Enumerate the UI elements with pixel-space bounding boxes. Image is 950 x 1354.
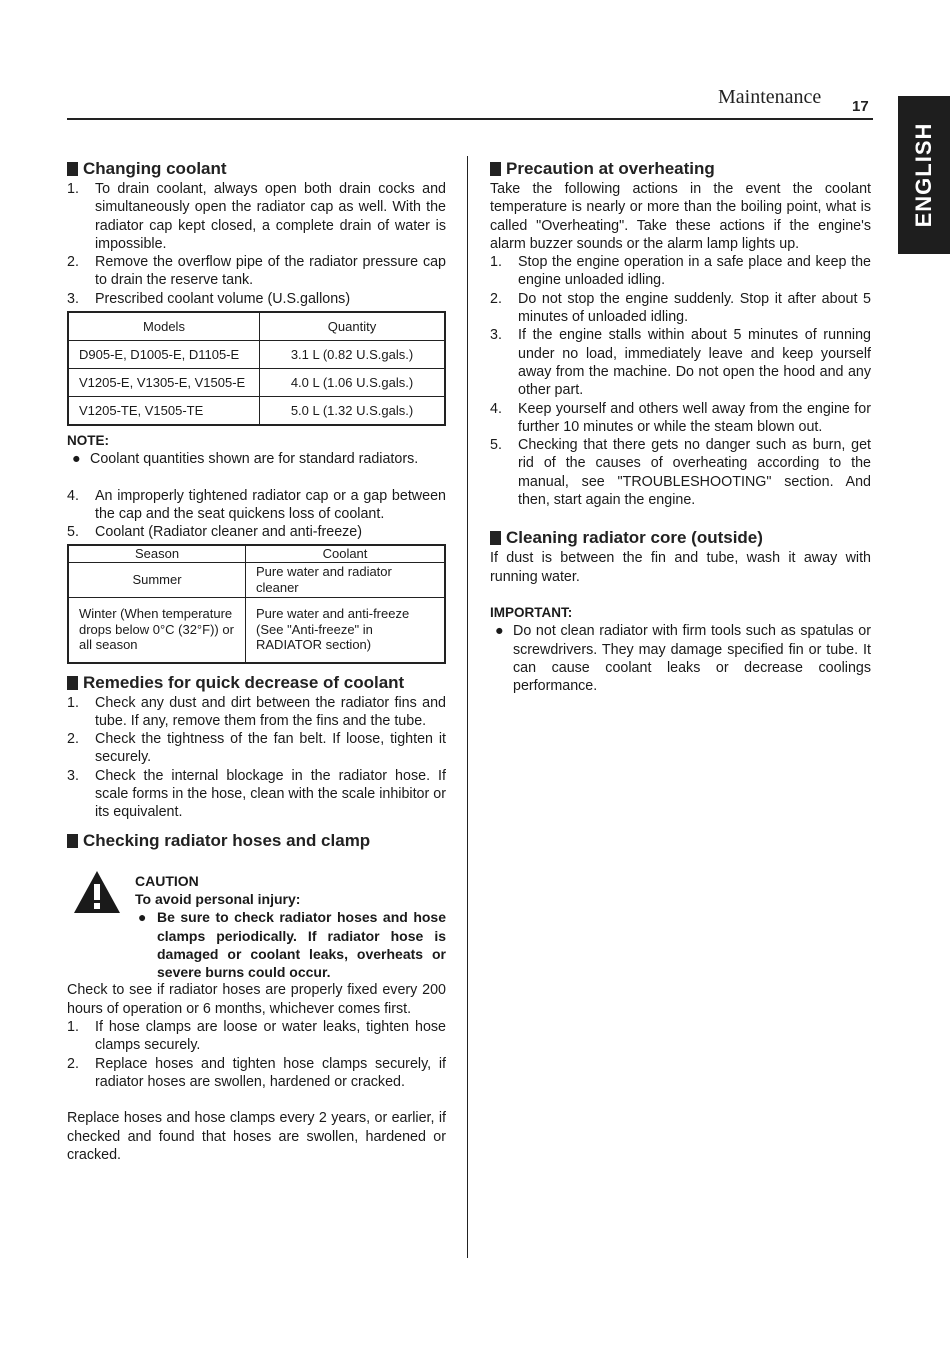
hoses-intro: Check to see if radiator hoses are properly fixed every 200 hours of operation or 6 months, whichever comes first.	[67, 982, 446, 1017]
table-cell: V1205-TE, V1505-TE	[68, 397, 260, 426]
table-cell: Summer	[68, 562, 246, 597]
list-item: 2. Do not stop the engine suddenly. Stop it after about 5 minutes of unloaded idling.	[490, 290, 871, 326]
table-cell: 5.0 L (1.32 U.S.gals.)	[260, 397, 446, 426]
list-item: 1. If hose clamps are loose or water leaks, tighten hose clamps securely.	[67, 1019, 446, 1054]
note-bullet: ● Coolant quantities shown are for standard radiators.	[72, 451, 419, 468]
page-number: 17	[852, 98, 869, 115]
table-header-season: Season	[68, 545, 246, 563]
caution-bullet: ● Be sure to check radiator hoses and hose clamps periodically. If radiator hose is damaged or coolant leaks, overheats or severe burns could occur.	[138, 909, 446, 981]
table-cell: D905-E, D1005-E, D1105-E	[68, 341, 260, 369]
remedies-steps	[67, 694, 446, 822]
overheating-steps	[490, 253, 871, 509]
left-column	[67, 158, 446, 1164]
table-row	[68, 597, 445, 663]
table-row	[68, 369, 445, 397]
section-marker-icon	[490, 531, 501, 545]
coolant-volume-table	[67, 311, 446, 426]
important-label: IMPORTANT:	[490, 604, 573, 620]
list-item: 4. Keep yourself and others well away from the engine for further 10 minutes or while the steam blown out.	[490, 400, 871, 435]
table-header-coolant: Coolant	[246, 545, 446, 563]
list-item: 5. Checking that there gets no danger such as burn, get rid of the causes of overheating according to the manual, see "TROUBLESHOOTING" section. And then, start again the engine.	[490, 437, 871, 509]
hoses-steps	[67, 1018, 446, 1091]
table-cell: Pure water and anti-freeze (See "Anti-freeze" in RADIATOR section)	[246, 597, 446, 663]
list-item: 3. Check the internal blockage in the radiator hose. If scale forms in the hose, clean with the scale inhibitor or its equivalent.	[67, 767, 446, 821]
bullet-icon: ●	[72, 451, 81, 468]
overheating-intro: Take the following actions in the event the coolant temperature is nearly or more than the boiling point, what is called "Overheating". Take these actions if the engine's alarm buzzer sounds or the alarm lamp lights up.	[490, 181, 871, 252]
list-item: 1. Stop the engine operation in a safe place and keep the engine unloaded idling.	[490, 254, 871, 289]
column-divider	[467, 156, 468, 1258]
language-tab	[898, 96, 950, 254]
section-marker-icon	[67, 834, 78, 848]
section-marker-icon	[67, 162, 78, 176]
section-heading-hoses: Checking radiator hoses and clamp	[67, 830, 446, 852]
changing-coolant-steps	[67, 180, 446, 308]
section-marker-icon	[67, 676, 78, 690]
coolant-season-table	[67, 544, 446, 664]
table-header-row	[68, 545, 445, 563]
section-heading-cleaning: Cleaning radiator core (outside)	[490, 527, 871, 549]
list-item: 2. Replace hoses and tighten hose clamps securely, if radiator hoses are swollen, hardened or cracked.	[67, 1055, 446, 1090]
table-header-quantity: Quantity	[260, 312, 446, 341]
table-header-row	[68, 312, 445, 341]
list-item: 2. Remove the overflow pipe of the radiator pressure cap to drain the reserve tank.	[67, 254, 446, 289]
section-heading-overheating: Precaution at overheating	[490, 158, 871, 180]
caution-box	[67, 872, 446, 982]
list-item: 1. To drain coolant, always open both drain cocks and simultaneously open the radiator cap as well. With the radiator cap kept closed, a complete drain of water is impossible.	[67, 181, 446, 252]
right-column	[490, 158, 871, 695]
section-heading-changing-coolant: Changing coolant	[67, 158, 446, 180]
section-marker-icon	[490, 162, 501, 176]
list-item: 5. Coolant (Radiator cleaner and anti-freeze)	[67, 524, 363, 541]
cleaning-intro: If dust is between the fin and tube, wash it away with running water.	[490, 550, 871, 585]
table-cell: Pure water and radiator cleaner	[246, 562, 446, 597]
list-item: 2. Check the tightness of the fan belt. If loose, tighten it securely.	[67, 731, 446, 766]
list-item: 4. An improperly tightened radiator cap or a gap between the cap and the seat quickens loss of coolant.	[67, 487, 446, 522]
table-row	[68, 397, 445, 426]
caution-title: CAUTION	[135, 872, 199, 889]
language-tab-label: ENGLISH	[910, 122, 936, 228]
list-item: 3. If the engine stalls within about 5 minutes of running under no load, immediately leave and keep yourself away from the machine. Do not open the hood and any other part.	[490, 327, 871, 399]
important-bullet: ● Do not clean radiator with firm tools such as spatulas or screwdrivers. They may damage specified fin or tube. It can cause coolant leaks or decrease coolings performance.	[495, 623, 871, 695]
header-rule	[67, 118, 873, 120]
list-item: 1. Check any dust and dirt between the radiator fins and tube. If any, remove them from the fins and the tube.	[67, 694, 446, 729]
warning-triangle-icon	[73, 870, 121, 914]
table-cell: 3.1 L (0.82 U.S.gals.)	[260, 341, 446, 369]
bullet-icon: ●	[495, 623, 504, 640]
section-heading-remedies: Remedies for quick decrease of coolant	[67, 672, 446, 694]
note-label: NOTE:	[67, 433, 109, 449]
table-header-models: Models	[68, 312, 260, 341]
table-row	[68, 562, 445, 597]
table-row	[68, 341, 445, 369]
list-item: 3. Prescribed coolant volume (U.S.gallons)	[67, 290, 351, 307]
running-header-title: Maintenance	[718, 86, 822, 108]
bullet-icon: ●	[138, 909, 147, 926]
table-cell: V1205-E, V1305-E, V1505-E	[68, 369, 260, 397]
table-cell: 4.0 L (1.06 U.S.gals.)	[260, 369, 446, 397]
caution-subtitle: To avoid personal injury:	[135, 890, 301, 907]
changing-coolant-steps-continued	[67, 487, 446, 542]
table-cell: Winter (When temperature drops below 0°C (32°F)) or all season	[68, 597, 246, 663]
hoses-outro: Replace hoses and hose clamps every 2 years, or earlier, if checked and found that hoses are swollen, hardened or cracked.	[67, 1110, 446, 1163]
